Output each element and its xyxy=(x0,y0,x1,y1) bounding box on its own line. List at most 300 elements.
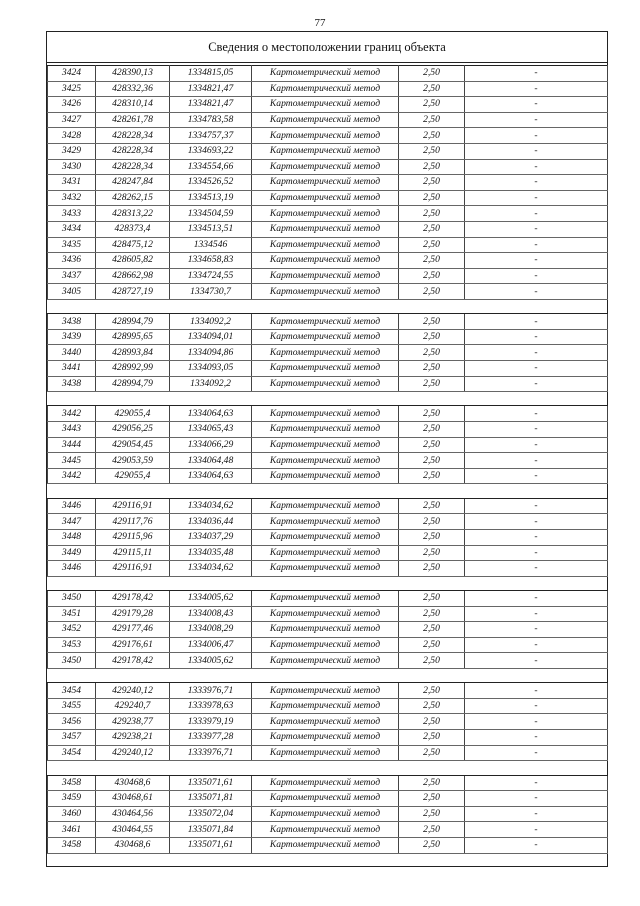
description-cell: - xyxy=(465,606,608,622)
table-row xyxy=(48,143,608,159)
description-cell: - xyxy=(465,591,608,607)
x-coordinate-cell: 429238,77 xyxy=(96,714,170,730)
x-coordinate-cell: 428332,36 xyxy=(96,81,170,97)
y-coordinate-cell: 1334092,2 xyxy=(170,376,252,392)
description-cell: - xyxy=(465,175,608,191)
x-coordinate-cell: 428313,22 xyxy=(96,206,170,222)
accuracy-cell: 2,50 xyxy=(399,190,465,206)
table-row xyxy=(48,683,608,699)
description-cell: - xyxy=(465,453,608,469)
x-coordinate-cell: 428310,14 xyxy=(96,97,170,113)
accuracy-cell: 2,50 xyxy=(399,143,465,159)
description-cell: - xyxy=(465,775,608,791)
method-cell: Картометрический метод xyxy=(252,360,399,376)
method-cell: Картометрический метод xyxy=(252,837,399,853)
method-cell: Картометрический метод xyxy=(252,653,399,669)
y-coordinate-cell: 1334035,48 xyxy=(170,545,252,561)
table-row xyxy=(48,453,608,469)
table-row xyxy=(48,698,608,714)
point-number-cell: 3425 xyxy=(48,81,96,97)
table-row xyxy=(48,284,608,300)
method-cell: Картометрический метод xyxy=(252,128,399,144)
method-cell: Картометрический метод xyxy=(252,97,399,113)
method-cell: Картометрический метод xyxy=(252,561,399,577)
point-number-cell: 3442 xyxy=(48,468,96,484)
point-number-cell: 3424 xyxy=(48,66,96,82)
y-coordinate-cell: 1334554,66 xyxy=(170,159,252,175)
accuracy-cell: 2,50 xyxy=(399,714,465,730)
description-cell: - xyxy=(465,329,608,345)
point-number-cell: 3430 xyxy=(48,159,96,175)
accuracy-cell: 2,50 xyxy=(399,422,465,438)
description-cell: - xyxy=(465,514,608,530)
y-coordinate-cell: 1334093,05 xyxy=(170,360,252,376)
point-number-cell: 3435 xyxy=(48,237,96,253)
description-cell: - xyxy=(465,360,608,376)
accuracy-cell: 2,50 xyxy=(399,345,465,361)
x-coordinate-cell: 428228,34 xyxy=(96,143,170,159)
description-cell: - xyxy=(465,837,608,853)
y-coordinate-cell: 1334065,43 xyxy=(170,422,252,438)
accuracy-cell: 2,50 xyxy=(399,822,465,838)
y-coordinate-cell: 1334036,44 xyxy=(170,514,252,530)
x-coordinate-cell: 428727,19 xyxy=(96,284,170,300)
table-row xyxy=(48,66,608,82)
point-number-cell: 3445 xyxy=(48,453,96,469)
table-row xyxy=(48,837,608,853)
x-coordinate-cell: 429117,76 xyxy=(96,514,170,530)
coordinates-table-body xyxy=(48,66,608,854)
table-row xyxy=(48,529,608,545)
description-cell: - xyxy=(465,314,608,330)
x-coordinate-cell: 428994,79 xyxy=(96,376,170,392)
x-coordinate-cell: 429055,4 xyxy=(96,468,170,484)
method-cell: Картометрический метод xyxy=(252,453,399,469)
accuracy-cell: 2,50 xyxy=(399,653,465,669)
accuracy-cell: 2,50 xyxy=(399,529,465,545)
accuracy-cell: 2,50 xyxy=(399,453,465,469)
x-coordinate-cell: 430468,6 xyxy=(96,837,170,853)
accuracy-cell: 2,50 xyxy=(399,683,465,699)
method-cell: Картометрический метод xyxy=(252,714,399,730)
table-row xyxy=(48,360,608,376)
x-coordinate-cell: 428994,79 xyxy=(96,314,170,330)
description-cell: - xyxy=(465,653,608,669)
y-coordinate-cell: 1333979,19 xyxy=(170,714,252,730)
table-row xyxy=(48,745,608,761)
description-cell: - xyxy=(465,143,608,159)
accuracy-cell: 2,50 xyxy=(399,698,465,714)
accuracy-cell: 2,50 xyxy=(399,622,465,638)
table-row xyxy=(48,314,608,330)
point-number-cell: 3434 xyxy=(48,221,96,237)
y-coordinate-cell: 1334513,51 xyxy=(170,221,252,237)
page-title: Сведения о местоположении границ объекта xyxy=(47,32,607,63)
y-coordinate-cell: 1334693,22 xyxy=(170,143,252,159)
y-coordinate-cell: 1335071,61 xyxy=(170,837,252,853)
point-number-cell: 3438 xyxy=(48,376,96,392)
method-cell: Картометрический метод xyxy=(252,591,399,607)
method-cell: Картометрический метод xyxy=(252,237,399,253)
table-row xyxy=(48,545,608,561)
point-number-cell: 3450 xyxy=(48,591,96,607)
description-cell: - xyxy=(465,745,608,761)
method-cell: Картометрический метод xyxy=(252,822,399,838)
description-cell: - xyxy=(465,221,608,237)
point-number-cell: 3405 xyxy=(48,284,96,300)
method-cell: Картометрический метод xyxy=(252,345,399,361)
table-row xyxy=(48,653,608,669)
document-frame xyxy=(46,31,608,867)
page-number: 77 xyxy=(314,17,326,29)
x-coordinate-cell: 428228,34 xyxy=(96,159,170,175)
y-coordinate-cell: 1333977,28 xyxy=(170,730,252,746)
accuracy-cell: 2,50 xyxy=(399,606,465,622)
table-row xyxy=(48,159,608,175)
x-coordinate-cell: 428262,15 xyxy=(96,190,170,206)
point-number-cell: 3444 xyxy=(48,437,96,453)
x-coordinate-cell: 430468,6 xyxy=(96,775,170,791)
description-cell: - xyxy=(465,97,608,113)
accuracy-cell: 2,50 xyxy=(399,837,465,853)
y-coordinate-cell: 1335071,84 xyxy=(170,822,252,838)
table-row xyxy=(48,422,608,438)
point-number-cell: 3460 xyxy=(48,806,96,822)
table-row xyxy=(48,376,608,392)
method-cell: Картометрический метод xyxy=(252,791,399,807)
accuracy-cell: 2,50 xyxy=(399,112,465,128)
y-coordinate-cell: 1334821,47 xyxy=(170,97,252,113)
point-number-cell: 3454 xyxy=(48,683,96,699)
y-coordinate-cell: 1334005,62 xyxy=(170,653,252,669)
description-cell: - xyxy=(465,206,608,222)
table-row xyxy=(48,622,608,638)
x-coordinate-cell: 429240,7 xyxy=(96,698,170,714)
point-number-cell: 3446 xyxy=(48,561,96,577)
method-cell: Картометрический метод xyxy=(252,268,399,284)
y-coordinate-cell: 1334064,63 xyxy=(170,468,252,484)
x-coordinate-cell: 429115,11 xyxy=(96,545,170,561)
y-coordinate-cell: 1334815,05 xyxy=(170,66,252,82)
accuracy-cell: 2,50 xyxy=(399,81,465,97)
method-cell: Картометрический метод xyxy=(252,545,399,561)
y-coordinate-cell: 1333976,71 xyxy=(170,683,252,699)
accuracy-cell: 2,50 xyxy=(399,128,465,144)
x-coordinate-cell: 428992,99 xyxy=(96,360,170,376)
accuracy-cell: 2,50 xyxy=(399,745,465,761)
y-coordinate-cell: 1334092,2 xyxy=(170,314,252,330)
description-cell: - xyxy=(465,422,608,438)
point-number-cell: 3451 xyxy=(48,606,96,622)
method-cell: Картометрический метод xyxy=(252,112,399,128)
accuracy-cell: 2,50 xyxy=(399,468,465,484)
y-coordinate-cell: 1335072,04 xyxy=(170,806,252,822)
method-cell: Картометрический метод xyxy=(252,159,399,175)
x-coordinate-cell: 428605,82 xyxy=(96,253,170,269)
method-cell: Картометрический метод xyxy=(252,637,399,653)
table-row xyxy=(48,97,608,113)
x-coordinate-cell: 429055,4 xyxy=(96,406,170,422)
description-cell: - xyxy=(465,791,608,807)
accuracy-cell: 2,50 xyxy=(399,206,465,222)
method-cell: Картометрический метод xyxy=(252,329,399,345)
accuracy-cell: 2,50 xyxy=(399,498,465,514)
x-coordinate-cell: 428993,84 xyxy=(96,345,170,361)
point-number-cell: 3426 xyxy=(48,97,96,113)
accuracy-cell: 2,50 xyxy=(399,791,465,807)
description-cell: - xyxy=(465,714,608,730)
method-cell: Картометрический метод xyxy=(252,66,399,82)
accuracy-cell: 2,50 xyxy=(399,159,465,175)
method-cell: Картометрический метод xyxy=(252,437,399,453)
y-coordinate-cell: 1333976,71 xyxy=(170,745,252,761)
method-cell: Картометрический метод xyxy=(252,284,399,300)
description-cell: - xyxy=(465,498,608,514)
x-coordinate-cell: 428995,65 xyxy=(96,329,170,345)
accuracy-cell: 2,50 xyxy=(399,253,465,269)
table-row xyxy=(48,806,608,822)
method-cell: Картометрический метод xyxy=(252,514,399,530)
point-number-cell: 3440 xyxy=(48,345,96,361)
point-number-cell: 3431 xyxy=(48,175,96,191)
y-coordinate-cell: 1335071,61 xyxy=(170,775,252,791)
y-coordinate-cell: 1335071,81 xyxy=(170,791,252,807)
accuracy-cell: 2,50 xyxy=(399,775,465,791)
description-cell: - xyxy=(465,545,608,561)
x-coordinate-cell: 429116,91 xyxy=(96,498,170,514)
description-cell: - xyxy=(465,237,608,253)
y-coordinate-cell: 1334730,7 xyxy=(170,284,252,300)
accuracy-cell: 2,50 xyxy=(399,437,465,453)
y-coordinate-cell: 1334526,52 xyxy=(170,175,252,191)
accuracy-cell: 2,50 xyxy=(399,360,465,376)
description-cell: - xyxy=(465,253,608,269)
point-number-cell: 3452 xyxy=(48,622,96,638)
description-cell: - xyxy=(465,190,608,206)
description-cell: - xyxy=(465,437,608,453)
description-cell: - xyxy=(465,683,608,699)
group-separator-row xyxy=(48,761,608,775)
y-coordinate-cell: 1334658,83 xyxy=(170,253,252,269)
point-number-cell: 3442 xyxy=(48,406,96,422)
table-row xyxy=(48,714,608,730)
accuracy-cell: 2,50 xyxy=(399,66,465,82)
group-separator-row xyxy=(48,299,608,313)
table-row xyxy=(48,112,608,128)
point-number-cell: 3455 xyxy=(48,698,96,714)
x-coordinate-cell: 428390,13 xyxy=(96,66,170,82)
point-number-cell: 3448 xyxy=(48,529,96,545)
y-coordinate-cell: 1334064,48 xyxy=(170,453,252,469)
table-row xyxy=(48,221,608,237)
table-row xyxy=(48,237,608,253)
point-number-cell: 3458 xyxy=(48,837,96,853)
table-row xyxy=(48,253,608,269)
description-cell: - xyxy=(465,468,608,484)
y-coordinate-cell: 1334821,47 xyxy=(170,81,252,97)
description-cell: - xyxy=(465,730,608,746)
description-cell: - xyxy=(465,376,608,392)
point-number-cell: 3459 xyxy=(48,791,96,807)
table-row xyxy=(48,190,608,206)
method-cell: Картометрический метод xyxy=(252,529,399,545)
accuracy-cell: 2,50 xyxy=(399,545,465,561)
accuracy-cell: 2,50 xyxy=(399,730,465,746)
x-coordinate-cell: 428662,98 xyxy=(96,268,170,284)
accuracy-cell: 2,50 xyxy=(399,561,465,577)
x-coordinate-cell: 429115,96 xyxy=(96,529,170,545)
point-number-cell: 3454 xyxy=(48,745,96,761)
coordinates-table xyxy=(47,65,608,854)
description-cell: - xyxy=(465,406,608,422)
accuracy-cell: 2,50 xyxy=(399,514,465,530)
point-number-cell: 3447 xyxy=(48,514,96,530)
table-row xyxy=(48,437,608,453)
x-coordinate-cell: 429056,25 xyxy=(96,422,170,438)
accuracy-cell: 2,50 xyxy=(399,591,465,607)
table-row xyxy=(48,345,608,361)
description-cell: - xyxy=(465,529,608,545)
x-coordinate-cell: 429238,21 xyxy=(96,730,170,746)
point-number-cell: 3458 xyxy=(48,775,96,791)
description-cell: - xyxy=(465,822,608,838)
table-row xyxy=(48,406,608,422)
x-coordinate-cell: 429054,45 xyxy=(96,437,170,453)
method-cell: Картометрический метод xyxy=(252,175,399,191)
method-cell: Картометрический метод xyxy=(252,221,399,237)
y-coordinate-cell: 1334006,47 xyxy=(170,637,252,653)
accuracy-cell: 2,50 xyxy=(399,284,465,300)
y-coordinate-cell: 1334008,29 xyxy=(170,622,252,638)
table-row xyxy=(48,81,608,97)
description-cell: - xyxy=(465,637,608,653)
point-number-cell: 3433 xyxy=(48,206,96,222)
table-row xyxy=(48,775,608,791)
point-number-cell: 3436 xyxy=(48,253,96,269)
description-cell: - xyxy=(465,622,608,638)
y-coordinate-cell: 1334008,43 xyxy=(170,606,252,622)
accuracy-cell: 2,50 xyxy=(399,314,465,330)
point-number-cell: 3428 xyxy=(48,128,96,144)
method-cell: Картометрический метод xyxy=(252,143,399,159)
x-coordinate-cell: 429177,46 xyxy=(96,622,170,638)
y-coordinate-cell: 1334513,19 xyxy=(170,190,252,206)
description-cell: - xyxy=(465,345,608,361)
description-cell: - xyxy=(465,112,608,128)
y-coordinate-cell: 1334724,55 xyxy=(170,268,252,284)
point-number-cell: 3450 xyxy=(48,653,96,669)
y-coordinate-cell: 1334783,58 xyxy=(170,112,252,128)
accuracy-cell: 2,50 xyxy=(399,637,465,653)
description-cell: - xyxy=(465,159,608,175)
point-number-cell: 3437 xyxy=(48,268,96,284)
y-coordinate-cell: 1334757,37 xyxy=(170,128,252,144)
accuracy-cell: 2,50 xyxy=(399,268,465,284)
description-cell: - xyxy=(465,268,608,284)
y-coordinate-cell: 1333978,63 xyxy=(170,698,252,714)
method-cell: Картометрический метод xyxy=(252,606,399,622)
group-separator-row xyxy=(48,668,608,682)
y-coordinate-cell: 1334094,86 xyxy=(170,345,252,361)
x-coordinate-cell: 428475,12 xyxy=(96,237,170,253)
x-coordinate-cell: 430464,55 xyxy=(96,822,170,838)
table-row xyxy=(48,591,608,607)
accuracy-cell: 2,50 xyxy=(399,237,465,253)
accuracy-cell: 2,50 xyxy=(399,329,465,345)
table-row xyxy=(48,606,608,622)
method-cell: Картометрический метод xyxy=(252,376,399,392)
x-coordinate-cell: 429178,42 xyxy=(96,591,170,607)
method-cell: Картометрический метод xyxy=(252,498,399,514)
table-row xyxy=(48,206,608,222)
group-separator-row xyxy=(48,392,608,406)
method-cell: Картометрический метод xyxy=(252,806,399,822)
table-row xyxy=(48,822,608,838)
table-row xyxy=(48,791,608,807)
point-number-cell: 3438 xyxy=(48,314,96,330)
x-coordinate-cell: 429240,12 xyxy=(96,745,170,761)
method-cell: Картометрический метод xyxy=(252,253,399,269)
x-coordinate-cell: 428373,4 xyxy=(96,221,170,237)
x-coordinate-cell: 430468,61 xyxy=(96,791,170,807)
method-cell: Картометрический метод xyxy=(252,190,399,206)
y-coordinate-cell: 1334094,01 xyxy=(170,329,252,345)
x-coordinate-cell: 429178,42 xyxy=(96,653,170,669)
method-cell: Картометрический метод xyxy=(252,698,399,714)
method-cell: Картометрический метод xyxy=(252,468,399,484)
method-cell: Картометрический метод xyxy=(252,775,399,791)
y-coordinate-cell: 1334066,29 xyxy=(170,437,252,453)
point-number-cell: 3432 xyxy=(48,190,96,206)
accuracy-cell: 2,50 xyxy=(399,221,465,237)
x-coordinate-cell: 429116,91 xyxy=(96,561,170,577)
table-row xyxy=(48,175,608,191)
description-cell: - xyxy=(465,66,608,82)
y-coordinate-cell: 1334037,29 xyxy=(170,529,252,545)
x-coordinate-cell: 429053,59 xyxy=(96,453,170,469)
x-coordinate-cell: 428247,84 xyxy=(96,175,170,191)
description-cell: - xyxy=(465,806,608,822)
x-coordinate-cell: 428228,34 xyxy=(96,128,170,144)
description-cell: - xyxy=(465,698,608,714)
accuracy-cell: 2,50 xyxy=(399,806,465,822)
point-number-cell: 3461 xyxy=(48,822,96,838)
table-row xyxy=(48,268,608,284)
method-cell: Картометрический метод xyxy=(252,206,399,222)
y-coordinate-cell: 1334034,62 xyxy=(170,561,252,577)
y-coordinate-cell: 1334034,62 xyxy=(170,498,252,514)
point-number-cell: 3446 xyxy=(48,498,96,514)
point-number-cell: 3453 xyxy=(48,637,96,653)
x-coordinate-cell: 430464,56 xyxy=(96,806,170,822)
point-number-cell: 3429 xyxy=(48,143,96,159)
method-cell: Картометрический метод xyxy=(252,745,399,761)
table-row xyxy=(48,561,608,577)
point-number-cell: 3427 xyxy=(48,112,96,128)
description-cell: - xyxy=(465,284,608,300)
accuracy-cell: 2,50 xyxy=(399,97,465,113)
x-coordinate-cell: 429176,61 xyxy=(96,637,170,653)
point-number-cell: 3439 xyxy=(48,329,96,345)
table-row xyxy=(48,329,608,345)
x-coordinate-cell: 429240,12 xyxy=(96,683,170,699)
method-cell: Картометрический метод xyxy=(252,622,399,638)
point-number-cell: 3449 xyxy=(48,545,96,561)
point-number-cell: 3443 xyxy=(48,422,96,438)
table-row xyxy=(48,128,608,144)
description-cell: - xyxy=(465,561,608,577)
accuracy-cell: 2,50 xyxy=(399,376,465,392)
